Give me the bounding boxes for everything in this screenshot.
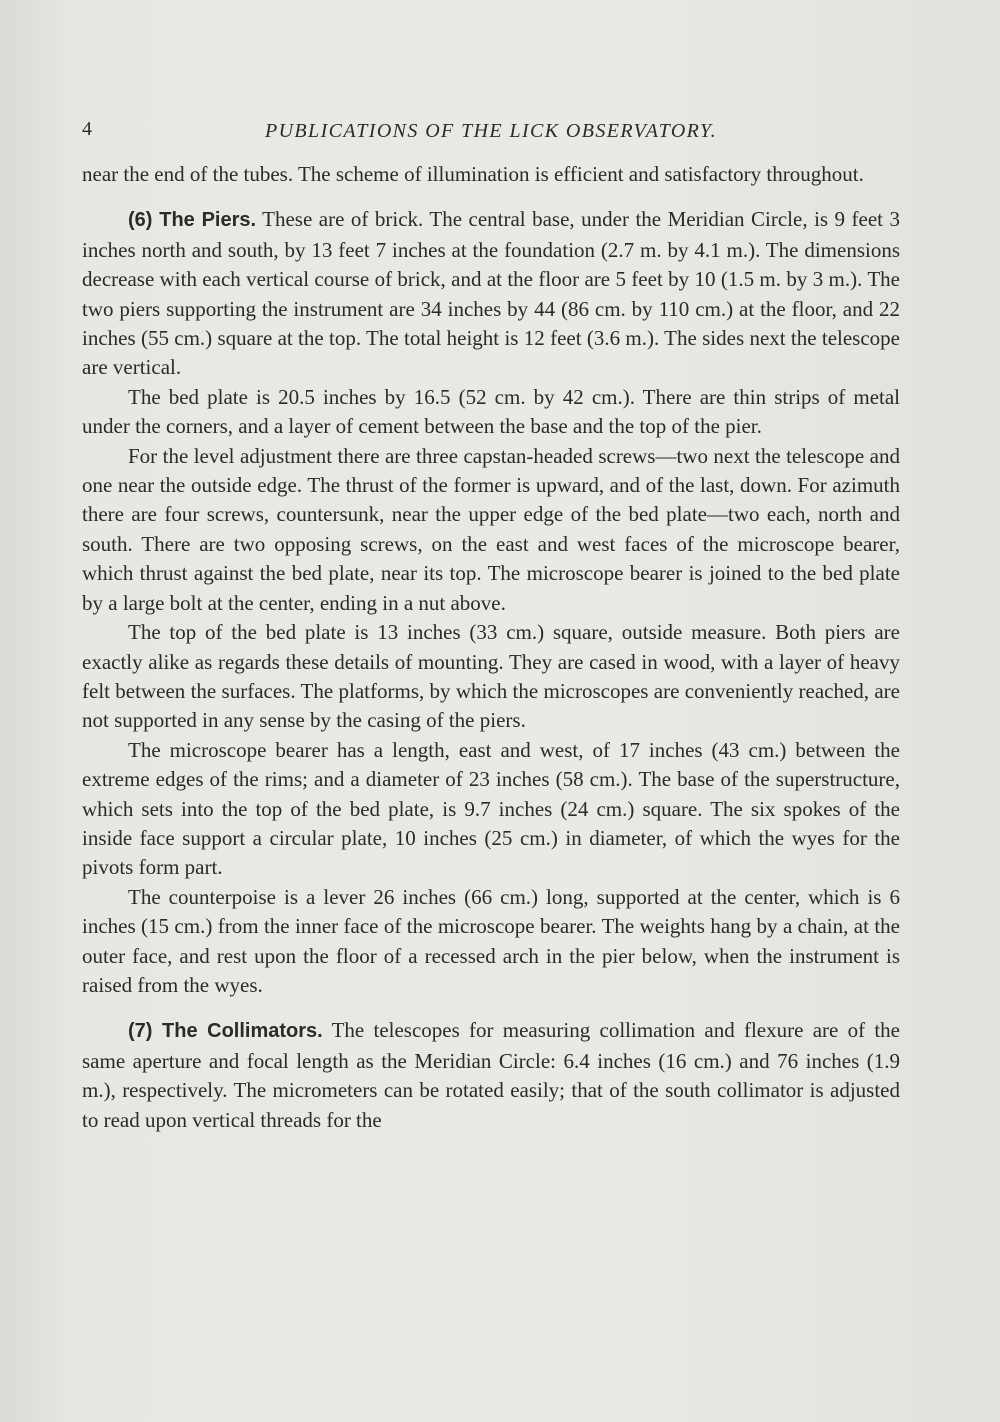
paragraph [82, 442, 900, 618]
section-heading-collimators: (7) The Collimators. [128, 1020, 323, 1043]
paragraph-text: These are of brick. The central base, under the Meridian Circle, is 9 feet 3 inches north and south, by 13 feet 7 inches at the foundation (2.7 m. by 4.1 m.). The dimensions decrease with each vertical course of brick, and at the floor are 5 feet by 10 (1.5 m. by 3 m.). The two piers supporting the instrument are 34 inches by 44 (86 cm. by 110 cm.) at the floor, and 22 inches (55 cm.) square at the top. The total height is 12 feet (3.6 m.). The sides next the telescope are vertical. [82, 207, 900, 380]
section-heading-piers: (6) The Piers. [128, 209, 257, 232]
paragraph-piers [82, 205, 900, 382]
paragraph-text: The bed plate is 20.5 inches by 16.5 (52 cm. by 42 cm.). There are thin strips of metal under the corners, and a layer of cement between the base and the top of the pier. [82, 384, 900, 439]
paragraph [82, 736, 900, 883]
paragraph [82, 160, 900, 189]
paragraph-text: The telescopes for measuring collimation and flexure are of the same aperture and focal length as the Meridian Circle: 6.4 inches (16 cm.) and 76 inches (1.9 m.), respectively. The micrometers can be rotated easily; that of the south collimator is adjusted to read upon vertical threads for the [82, 1018, 900, 1132]
body-text [82, 160, 900, 1135]
paragraph [82, 383, 900, 442]
paragraph-collimators [82, 1016, 900, 1135]
paragraph-text: The counterpoise is a lever 26 inches (66 cm.) long, supported at the center, which is 6 inches (15 cm.) from the inner face of the microscope bearer. The weights hang by a chain, at the outer face, and rest upon the floor of a recessed arch in the pier below, when the instrument is raised from the wyes. [82, 884, 900, 997]
running-head [82, 118, 900, 148]
paragraph-text: The top of the bed plate is 13 inches (33 cm.) square, outside measure. Both piers are exactly alike as regards these details of mounting. They are cased in wood, with a layer of heavy felt between the surfaces. The platforms, by which the microscopes are conveniently reached, are not supported in any sense by the casing of the piers. [82, 620, 900, 733]
page-number: 4 [82, 118, 92, 140]
paragraph [82, 883, 900, 1001]
paragraph-text: near the end of the tubes. The scheme of illumination is efficient and satisfactory throughout. [82, 162, 864, 186]
paragraph-text: For the level adjustment there are three capstan-headed screws—two next the telescope and one near the outside edge. The thrust of the former is upward, and of the last, down. For azimuth there are four screws, countersunk, near the upper edge of the bed plate—two each, north and south. There are two opposing screws, on the east and west faces of the microscope bearer, which thrust against the bed plate, near its top. The microscope bearer is joined to the bed plate by a large bolt at the center, ending in a nut above. [82, 443, 900, 615]
running-title: PUBLICATIONS OF THE LICK OBSERVATORY. [264, 120, 718, 142]
paragraph-text: The microscope bearer has a length, east and west, of 17 inches (43 cm.) between the extreme edges of the rims; and a diameter of 23 inches (58 cm.). The base of the superstructure, which sets into the top of the bed plate, is 9.7 inches (24 cm.) square. The six spokes of the inside face support a circular plate, 10 inches (25 cm.) in diameter, of which the wyes for the pivots form part. [82, 737, 900, 880]
paragraph [82, 618, 900, 736]
